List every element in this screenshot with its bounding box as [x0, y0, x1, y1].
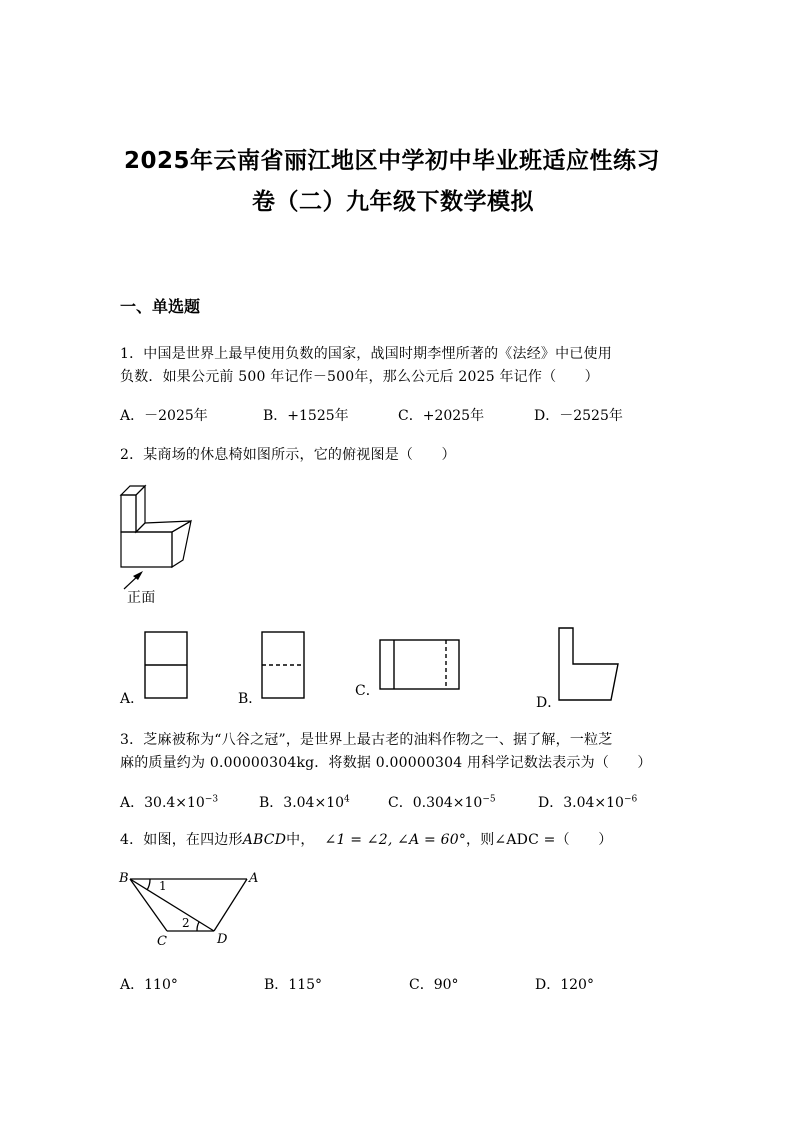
option-label: C． — [409, 977, 434, 993]
option-exponent: −3 — [204, 794, 219, 805]
q4-shape-name: ABCD — [242, 832, 287, 848]
q3-stem-line2: 麻的质量约为 0.00000304kg．将数据 0.00000304 用科学记数法表示为（ ） — [120, 755, 652, 771]
option-text: +2025年 — [422, 408, 485, 424]
diagonal-bd — [130, 879, 214, 931]
option-exponent: −5 — [482, 794, 496, 805]
option-label: A． — [120, 795, 145, 811]
option-text: －2525年 — [559, 408, 623, 424]
q4-stem-suffix: ，则∠ADC =（ ） — [466, 832, 613, 848]
option-exponent: 4 — [344, 794, 350, 805]
angle-2-arc — [197, 922, 199, 931]
q2-front-label: 正面 — [127, 590, 156, 606]
vertex-c-label: C — [157, 934, 167, 949]
option-label: D． — [534, 408, 560, 424]
option-text: 120° — [560, 977, 594, 993]
angle-2-label: 2 — [182, 916, 190, 930]
page-title-line1: 2025年云南省丽江地区中学初中毕业班适应性练习 — [124, 148, 661, 174]
q1-stem-line2: 负数．如果公元前 500 年记作－500年，那么公元后 2025 年记作（ ） — [120, 369, 599, 385]
q4-option-a — [120, 974, 178, 994]
option-base: 30.4×10 — [144, 795, 205, 811]
section-heading: 一、单选题 — [120, 297, 201, 316]
q3-stem-line1: 3．芝麻被称为“八谷之冠”，是世界上最古老的油料作物之一、据了解，一粒芝 — [120, 732, 613, 748]
q2-option-c-label: C． — [355, 683, 380, 699]
option-base: 3.04×10 — [563, 795, 624, 811]
option-label: D． — [535, 977, 561, 993]
q4-stem-middle: 中， — [286, 832, 315, 848]
q1-stem-line1: 1．中国是世界上最早使用负数的国家，战国时期李悝所著的《法经》中已使用 — [120, 346, 612, 362]
option-text: 110° — [144, 977, 178, 993]
option-text: －2025年 — [144, 408, 208, 424]
option-exponent: −6 — [623, 794, 638, 805]
vertex-a-label: A — [249, 871, 259, 886]
angle-1-arc — [147, 879, 150, 890]
q2-option-b-label: B． — [238, 691, 263, 707]
q4-option-d — [535, 974, 594, 994]
option-label: D． — [538, 795, 564, 811]
option-label: B． — [263, 408, 288, 424]
option-label: B． — [259, 795, 284, 811]
option-label: C． — [388, 795, 413, 811]
q4-condition: ∠1 = ∠2, ∠A = 60° — [324, 832, 467, 848]
option-text: +1525年 — [287, 408, 349, 424]
option-text: 90° — [433, 977, 459, 993]
vertex-b-label: B — [119, 871, 129, 886]
page-title-line2: 卷（二）九年级下数学模拟 — [252, 189, 534, 215]
option-text: 115° — [288, 977, 323, 993]
angle-1-label: 1 — [159, 879, 167, 893]
option-label: A． — [120, 408, 145, 424]
option-base: 0.304×10 — [412, 795, 483, 811]
side-ad — [214, 879, 247, 931]
q4-option-b — [264, 974, 322, 994]
option-label: C． — [398, 408, 423, 424]
option-label: A． — [120, 977, 145, 993]
vertex-d-label: D — [217, 932, 228, 947]
q4-option-c — [409, 974, 459, 994]
q2-option-a-label: A． — [120, 691, 145, 707]
option-label: B． — [264, 977, 289, 993]
q4-stem-prefix: 4．如图，在四边形 — [120, 832, 243, 848]
q2-stem: 2．某商场的休息椅如图所示，它的俯视图是（ ） — [120, 447, 456, 463]
q2-option-d-label: D． — [536, 695, 562, 711]
option-base: 3.04×10 — [283, 795, 345, 811]
